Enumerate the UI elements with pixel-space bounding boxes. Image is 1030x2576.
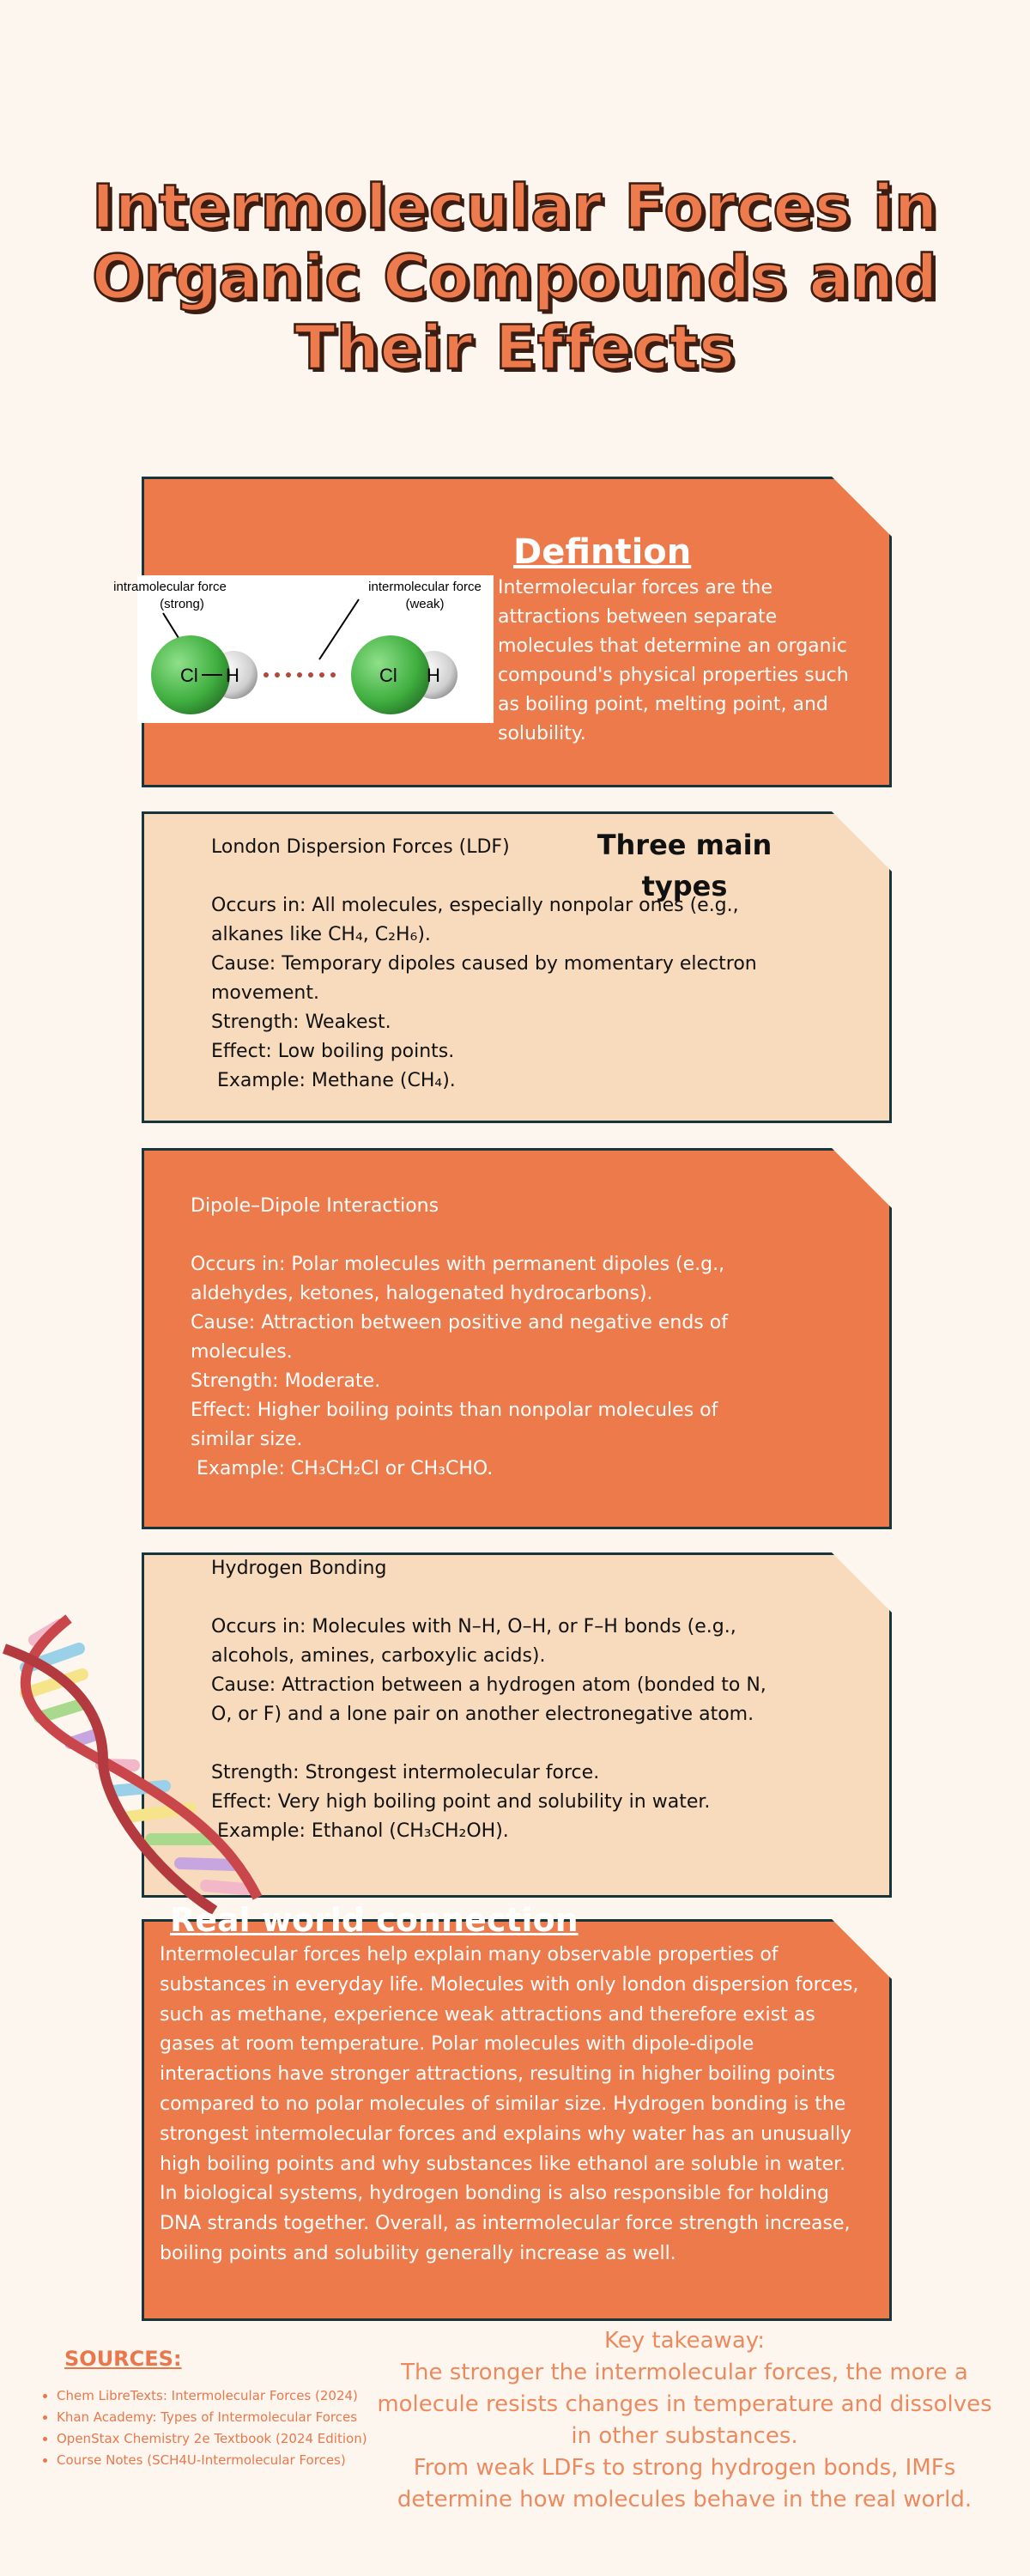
hbond-example: Example: Ethanol (CH₃CH₂OH). [211,1820,509,1842]
inter-label-2: (weak) [405,597,445,611]
hbond-effect: Effect: Very high boiling point and solubility in water. [211,1791,711,1813]
definition-heading: Defintion [513,532,692,572]
ldf-effect: Effect: Low boiling points. [211,1041,455,1062]
source-item: • Chem LibreTexts: Intermolecular Forces (2024) [57,2385,367,2407]
sources-heading: SOURCES: [64,2347,182,2371]
intra-label-2: (strong) [160,597,204,611]
dna-helix-illustration [0,1614,266,1915]
source-item: • OpenStax Chemistry 2e Textbook (2024 Edition) [57,2428,367,2450]
key-takeaway [369,2325,1000,2516]
sources-list [38,2385,367,2471]
hbond-occurs: Occurs in: Molecules with N–H, O–H, or F–H bonds (e.g., alcohols, amines, carboxylic acids). [211,1616,736,1667]
inter-label-1: intermolecular force [368,580,482,594]
realworld-body: Intermolecular forces help explain many observable properties of substances in everyday life. Molecules with only london dispersion forces, such as methane, experience weak attractions and therefore exist as gases at room temperature. Polar molecules with dipole-dipole interactions have stronger attractions, resulting in higher boiling points compared to no polar molecules of similar size. Hydrogen bonding is the strongest intermolecular forces and explains why water has an unusually high boiling points and why substances like ethanol are soluble in water. In biological systems, hydrogen bonding is also responsible for holding DNA strands together. Overall, as intermolecular force strength increase, boiling points and solubility generally increase as well. [160,1944,859,2264]
hbond-title: Hydrogen Bonding [211,1558,387,1579]
dipole-cause: Cause: Attraction between positive and negative ends of molecules. [191,1312,728,1363]
h-left-label: H [226,665,239,686]
dipole-example: Example: CH₃CH₂Cl or CH₃CHO. [191,1458,494,1479]
source-item: • Course Notes (SCH4U-Intermolecular Forces) [57,2450,367,2471]
types-heading: Three main types [597,829,772,902]
h-right-label: H [427,665,440,686]
intra-label-1: intramolecular force [113,580,227,594]
takeaway-line-1: The stronger the intermolecular forces, the more a molecule resists changes in temperature and dissolves in other substances. [377,2360,992,2449]
takeaway-line-2: From weak LDFs to strong hydrogen bonds, IMFs determine how molecules behave in the real world. [397,2455,972,2512]
hbond-cause: Cause: Attraction between a hydrogen atom (bonded to N, O, or F) and a lone pair on another electronegative atom. [211,1674,766,1725]
ldf-cause: Cause: Temporary dipoles caused by momentary electron movement. [211,953,757,1004]
weak-attraction-dots [264,672,336,677]
source-item: • Khan Academy: Types of Intermolecular Forces [57,2407,367,2428]
ldf-example: Example: Methane (CH₄). [211,1070,456,1091]
page-title: Intermolecular Forces in Organic Compounds and Their Effects [92,172,938,383]
hcl-interaction-diagram [113,575,494,723]
realworld-heading: Real world connection [170,1901,579,1939]
dipole-effect: Effect: Higher boiling points than nonpolar molecules of similar size. [191,1400,718,1450]
dipole-title: Dipole–Dipole Interactions [191,1195,439,1217]
ldf-title: London Dispersion Forces (LDF) [211,836,510,858]
ldf-occurs: Occurs in: All molecules, especially nonpolar ones (e.g., alkanes like CH₄, C₂H₆). [211,895,739,945]
hbond-strength: Strength: Strongest intermolecular force. [211,1762,600,1783]
ldf-strength: Strength: Weakest. [211,1012,391,1033]
definition-body: Intermolecular forces are the attractions between separate molecules that determine an organic compound's physical properties such as boiling point, melting point, and solubility. [498,577,849,744]
molecule-illustration [113,575,494,723]
cl-left-label: Cl [180,665,198,686]
dipole-strength: Strength: Moderate. [191,1370,381,1392]
cl-right-label: Cl [379,665,397,686]
dipole-occurs: Occurs in: Polar molecules with permanent dipoles (e.g., aldehydes, ketones, halogenated hydrocarbons). [191,1254,725,1304]
takeaway-heading: Key takeaway: [603,2328,766,2354]
